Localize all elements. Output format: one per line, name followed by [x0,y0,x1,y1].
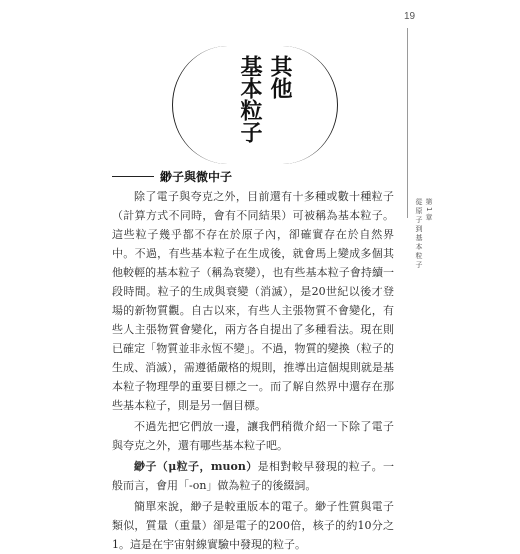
running-header-chapter: 第1章 [425,198,433,223]
section-heading-text: 緲子與微中子 [160,170,233,184]
running-header-title: 從原子到基本粒子 [415,198,423,270]
heading-dash [112,176,154,177]
chapter-title-line-2: 基本粒子 [237,55,262,143]
section-heading [112,168,232,185]
body-text [112,187,394,554]
muon-text: 是相對較早發現的粒子。一般而言，會用「-on」做為粒子的後綴詞。 [112,460,394,492]
running-header [414,198,434,270]
paragraph-1: 除了電子與夸克之外，目前還有十多種或數十種粒子（計算方式不同時，會有不同結果）可被稱為基本粒子。這些粒子幾乎都不存在於原子內，卻確實存在於自然界中。不過，有些基本粒子在生成後，就會馬上變成多個其他較輕的基本粒子（稱為衰變），也有些基本粒子會持續一段時間。粒子的生成與衰變（消滅），是20世紀以後才登場的新物質觀。自古以來，有些人主張物質不會變化，有些人主張物質會變化，兩方各自提出了多種看法。現在則已確定「物質並非永恆不變」。不過，物質的變換（粒子的生成、消滅），需遵循嚴格的規則，推導出這個規則就是基本粒子物理學的重要目標之一。而了解自然界中還存在那些基本粒子，則是另一個目標。 [112,190,394,412]
paragraph-3: 簡單來說，緲子是較重版本的電子。緲子性質與電子類似，質量（重量）卻是電子的200倍，核子的約10分之1。這是在宇宙射線實驗中發現的粒子。 [112,500,394,551]
page-number: 19 [404,11,416,22]
margin-rule [407,28,408,218]
chapter-title-line-1: 其他 [267,55,292,99]
muon-term: 緲子（μ粒子，muon） [134,460,258,473]
paragraph-2: 不過先把它們放一邊，讓我們稍微介紹一下除了電子與夸克之外，還有哪些基本粒子吧。 [112,420,394,452]
paragraph-muon [112,457,394,495]
